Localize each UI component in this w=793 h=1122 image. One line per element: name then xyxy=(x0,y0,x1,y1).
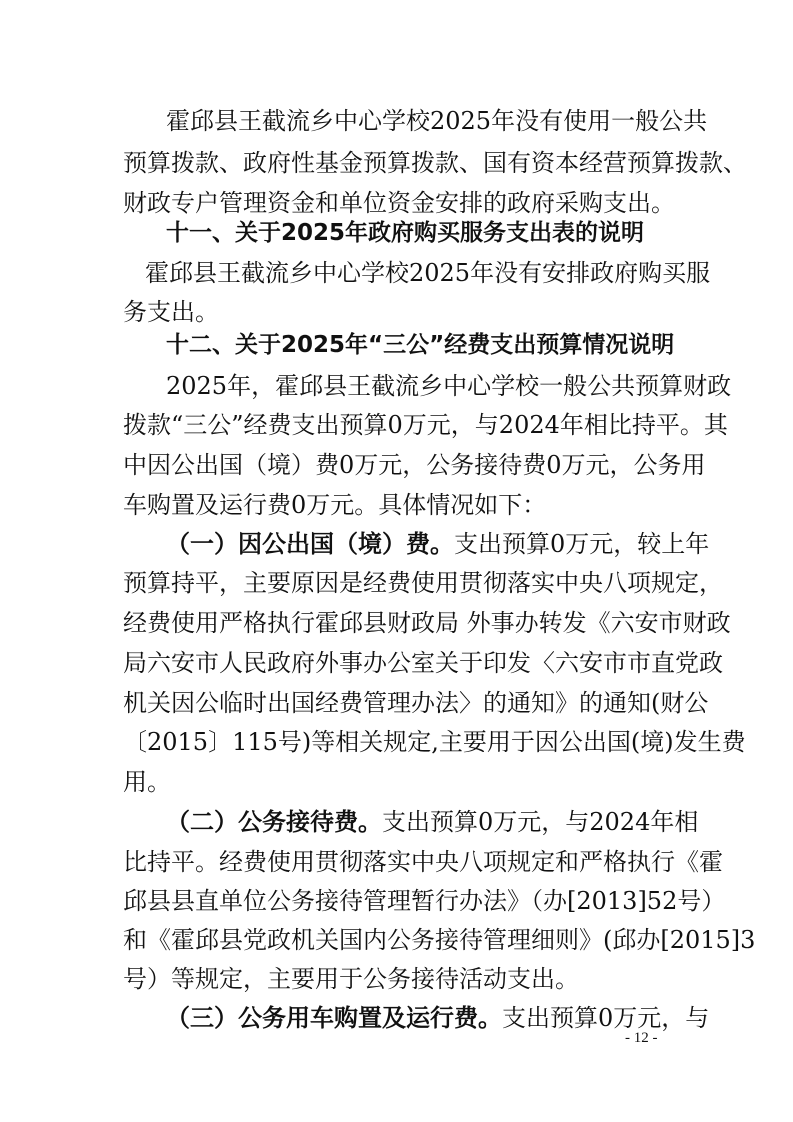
subheading: （三）公务用车购置及运行费。 xyxy=(166,1004,502,1032)
text-line: 用。 xyxy=(123,768,171,796)
text-line xyxy=(166,802,726,842)
text-run: 支出预算0万元，与2024年相 xyxy=(382,808,699,836)
text-line xyxy=(166,524,726,564)
text-line: 预算持平，主要原因是经费使用贯彻落实中央八项规定， xyxy=(123,569,723,597)
text-line: 2025年，霍邱县王截流乡中心学校一般公共预算财政 xyxy=(166,372,732,400)
text-line: 车购置及运行费0万元。具体情况如下： xyxy=(123,491,547,519)
text-line: 财政专户管理资金和单位资金安排的政府采购支出。 xyxy=(123,189,675,217)
text-line: 比持平。经费使用贯彻落实中央八项规定和严格执行《霍 xyxy=(123,848,723,876)
subheading: （二）公务接待费。 xyxy=(166,808,382,836)
page-number: - 12 - xyxy=(625,1030,658,1046)
text-line: 和《霍邱县党政机关国内公务接待管理细则》(邱办[2015]3 xyxy=(123,926,756,954)
text-line: 〔2015〕115号)等相关规定,主要用于因公出国(境)发生费 xyxy=(123,728,746,756)
text-line: 务支出。 xyxy=(123,298,219,326)
text-line: 邱县县直单位公务接待管理暂行办法》（办[2013]52号） xyxy=(123,887,726,915)
text-line: 霍邱县王截流乡中心学校2025年没有安排政府购买服 xyxy=(145,259,711,287)
text-line: 预算拨款、政府性基金预算拨款、国有资本经营预算拨款、 xyxy=(123,149,747,177)
text-line: 号）等规定，主要用于公务接待活动支出。 xyxy=(123,965,579,993)
text-line: 经费使用严格执行霍邱县财政局 外事办转发《六安市财政 xyxy=(123,609,731,637)
text-run: 支出预算0万元，较上年 xyxy=(454,530,710,558)
text-line: 拨款“三公”经费支出预算0万元，与2024年相比持平。其 xyxy=(123,411,728,439)
text-line: 机关因公临时出国经费管理办法〉的通知》的通知(财公 xyxy=(123,689,709,717)
text-line: 霍邱县王截流乡中心学校2025年没有使用一般公共 xyxy=(166,107,708,135)
text-run: 支出预算0万元，与 xyxy=(502,1004,710,1032)
section-heading: 十一、关于2025年政府购买服务支出表的说明 xyxy=(166,220,645,246)
section-heading: 十二、关于2025年“三公”经费支出预算情况说明 xyxy=(166,332,675,358)
subheading: （一）因公出国（境）费。 xyxy=(166,530,454,558)
text-line: 局六安市人民政府外事办公室关于印发〈六安市市直党政 xyxy=(123,649,723,677)
text-line: 中因公出国（境）费0万元，公务接待费0万元，公务用 xyxy=(123,451,706,479)
